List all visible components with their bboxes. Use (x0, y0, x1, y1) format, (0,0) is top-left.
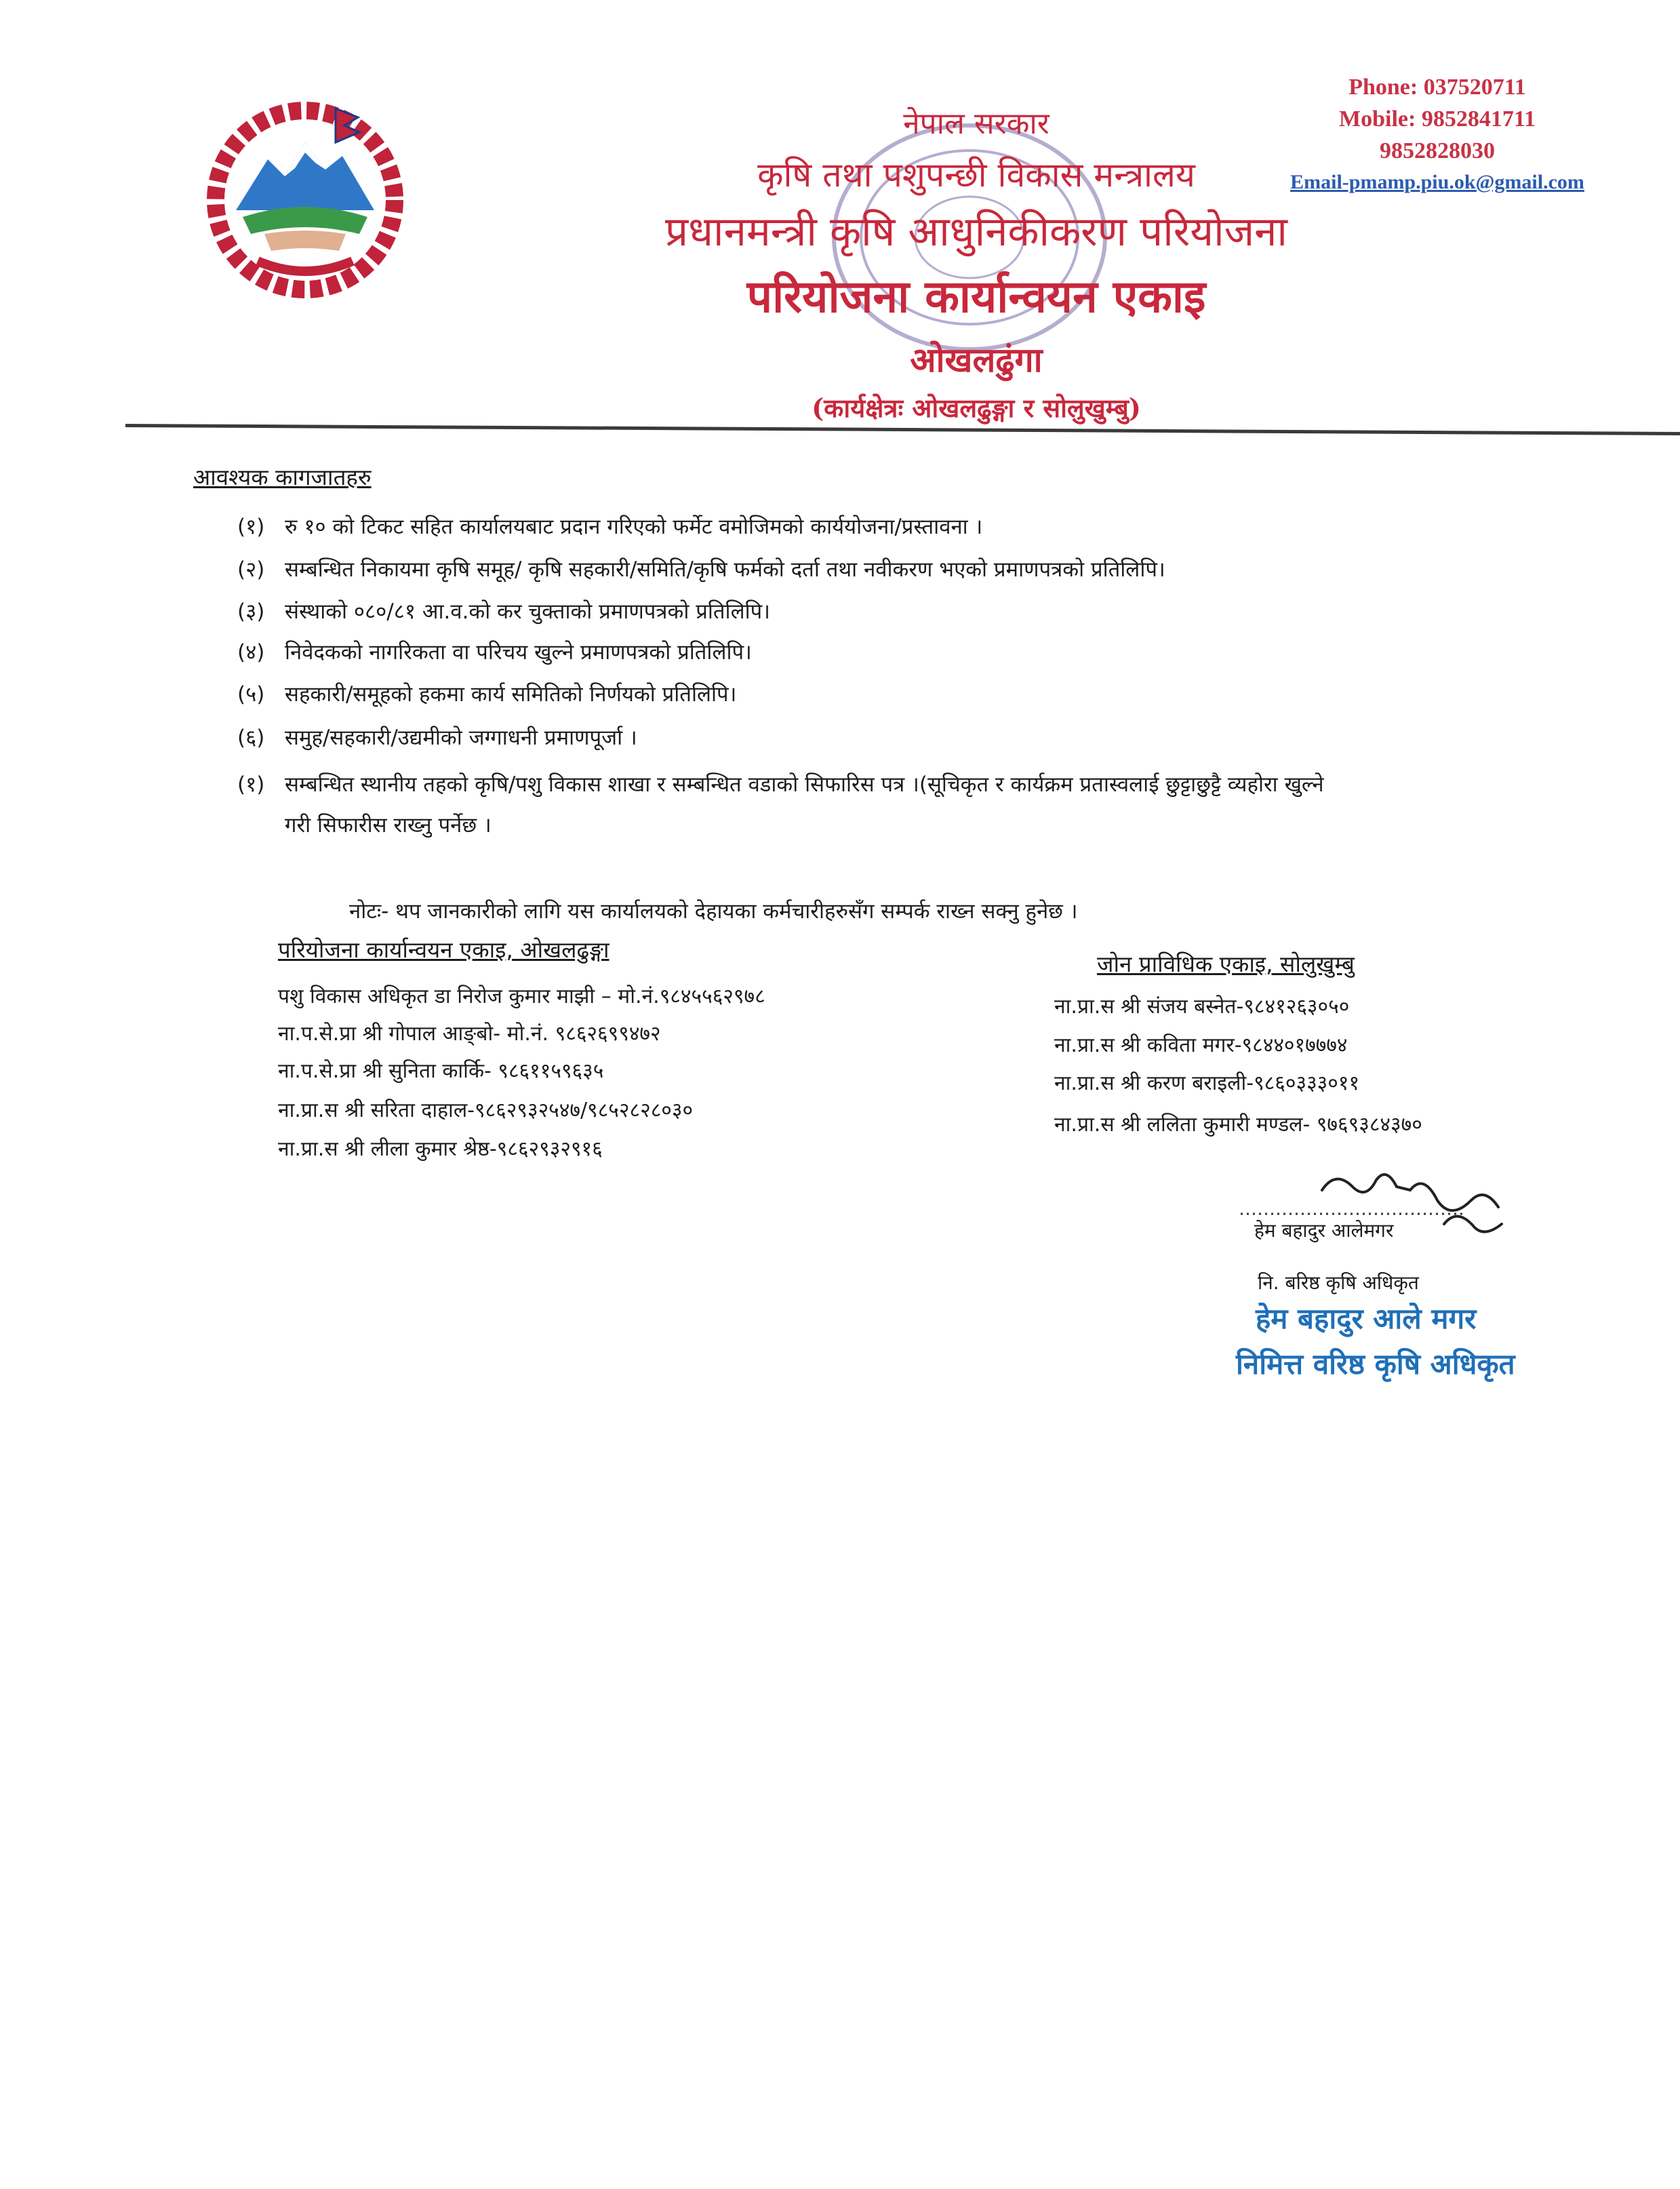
right-contacts-heading: जोन प्राविधिक एकाइ, सोलुखुम्बु (1097, 951, 1355, 977)
nepal-emblem-icon (203, 95, 407, 298)
stamp-role: निमित्त वरिष्ठ कृषि अधिकृत (1236, 1347, 1515, 1381)
contact-line: पशु विकास अधिकृत डा निरोज कुमार माझी – मो.नं.९८४५५६२९७८ (278, 985, 765, 1008)
requirement-text: सहकारी/समूहको हकमा कार्य समितिको निर्णयको प्रतिलिपि। (285, 682, 737, 707)
note-text: नोटः- थप जानकारीको लागि यस कार्यालयको देहायका कर्मचारीहरुसँग सम्पर्क राख्न सक्नु हुनेछ । (349, 899, 1078, 924)
mobile-number: Mobile: 9852841711 (1339, 106, 1536, 132)
requirement-number: (५) (237, 682, 265, 707)
unit-name: परियोजना कार्यान्वयन एकाइ (746, 270, 1206, 323)
contact-line: ना.प्रा.स श्री ललिता कुमारी मण्डल- ९७६९३८४३७० (1054, 1113, 1422, 1137)
contact-line: ना.प्रा.स श्री संजय बस्नेत-९८४१२६३०५० (1054, 995, 1350, 1019)
requirement-number: (६) (237, 726, 265, 750)
requirement-number: (१) (237, 515, 265, 539)
stamp-name: हेम बहादुर आले मगर (1256, 1302, 1477, 1335)
requirement-text: रु १० को टिकट सहित कार्यालयबाट प्रदान गरिएको फर्मेट वमोजिमको कार्ययोजना/प्रस्तावना । (285, 515, 983, 539)
requirement-text: निवेदकको नागरिकता वा परिचय खुल्ने प्रमाणपत्रको प्रतिलिपि। (285, 640, 752, 665)
requirement-item (237, 637, 752, 666)
contact-line: ना.प्रा.स श्री लीला कुमार श्रेष्ठ-९८६२९३२९१६ (278, 1137, 603, 1161)
requirement-item (237, 555, 1165, 583)
header-divider (125, 424, 1680, 435)
email-link[interactable]: Email-pmamp.piu.ok@gmail.com (1290, 171, 1584, 193)
contact-line: ना.प्रा.स श्री सरिता दाहाल-९८६२९३२५४७/९८५२८२८०३० (278, 1099, 694, 1122)
requirement-text: संस्थाको ०८०/८१ आ.व.को कर चुक्ताको प्रमाणपत्रको प्रतिलिपि। (285, 599, 770, 624)
requirement-text: सम्बन्धित निकायमा कृषि समूह/ कृषि सहकारी/समिति/कृषि फर्मको दर्ता तथा नवीकरण भएको प्रमाणपत्रको प्रतिलिपि। (285, 557, 1165, 582)
contact-line: ना.प्रा.स श्री करण बराइली-९८६०३३३०११ (1054, 1071, 1360, 1095)
requirements-title: आवश्यक कागजातहरु (193, 464, 372, 490)
requirement-text: समुह/सहकारी/उद्यमीको जग्गाधनी प्रमाणपूर्जा । (285, 726, 637, 750)
contact-line: ना.प.से.प्रा श्री गोपाल आङ्बो- मो.नं. ९८६२६९९४७२ (278, 1022, 661, 1046)
signatory-role: नि. बरिष्ठ कृषि अधिकृत (1258, 1271, 1419, 1294)
project-name: प्रधानमन्त्री कृषि आधुनिकीकरण परियोजना (665, 208, 1287, 256)
requirement-item (237, 723, 637, 751)
requirement-number: (४) (237, 640, 265, 665)
requirement-number: (२) (237, 557, 265, 582)
requirement-number: (१) (237, 772, 265, 797)
signatory-name: हेम बहादुर आलेमगर (1254, 1219, 1394, 1242)
requirement-item (237, 679, 736, 708)
requirement-number: (३) (237, 599, 265, 624)
district-name: ओखलढुंगा (910, 340, 1043, 380)
contact-line: ना.प.से.प्रा श्री सुनिता कार्कि- ९८६११५९६३५ (278, 1059, 604, 1083)
requirement-text: सम्बन्धित स्थानीय तहको कृषि/पशु विकास शाखा र सम्बन्धित वडाको सिफारिस पत्र ।(सूचिकृत र कार्यक्रम प्रतास्वलाई छुट्टाछुट्टै व्यहोरा खुल्ने (285, 772, 1324, 797)
requirement-item (237, 770, 1324, 798)
phone-number: Phone: 037520711 (1348, 75, 1526, 100)
requirement-item (237, 597, 770, 625)
handwritten-signature-icon (1241, 1160, 1539, 1261)
requirement-item (237, 512, 982, 540)
mobile-number-2: 9852828030 (1380, 138, 1495, 163)
contact-line: ना.प्रा.स श्री कविता मगर-९८४४०१७७७४ (1054, 1033, 1348, 1057)
requirement-text-continued: गरी सिफारीस राख्नु पर्नेछ । (285, 813, 492, 837)
left-contacts-heading: परियोजना कार्यान्वयन एकाइ, ओखलढुङ्गा (278, 936, 609, 963)
work-area: (कार्यक्षेत्रः ओखलढुङ्गा र सोलुखुम्बु) (812, 393, 1141, 423)
ministry-name: कृषि तथा पशुपन्छी विकास मन्त्रालय (757, 155, 1195, 195)
government-name: नेपाल सरकार (903, 106, 1049, 141)
